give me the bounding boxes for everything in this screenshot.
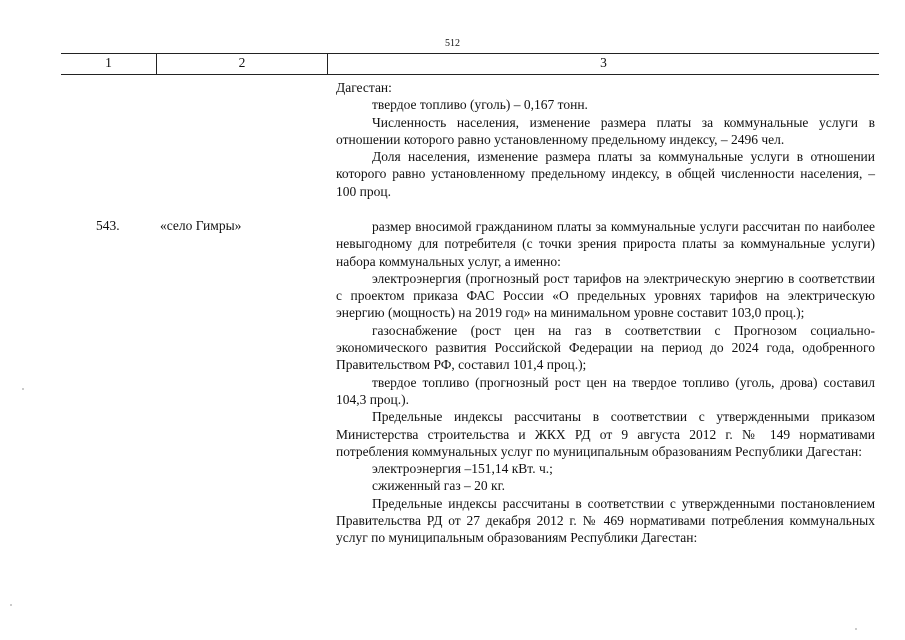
scan-speck	[855, 628, 857, 630]
paragraph: Доля населения, изменение размера платы за коммунальные услуги в отношении которого равно установленному предельному индексу, в общей численности населения, – 100 проц.	[336, 149, 875, 199]
table-header-top-border	[61, 53, 879, 54]
column-header-2: 2	[238, 55, 246, 70]
paragraph: твердое топливо (уголь) – 0,167 тонн.	[372, 97, 588, 113]
row-description	[336, 218, 875, 547]
column-header-1: 1	[105, 55, 112, 70]
page-number: 512	[445, 38, 460, 49]
column-header-3: 3	[600, 55, 607, 70]
paragraph: размер вносимой гражданином платы за коммунальные услуги рассчитан по наиболее невыгодному для потребителя (с точки зрения прироста платы за коммунальные услуги) набора коммунальных услуг, а именно:	[336, 219, 875, 269]
row-number: 543.	[96, 218, 120, 233]
scan-speck	[10, 604, 12, 606]
paragraph: электроэнергия –151,14 кВт. ч.;	[372, 461, 553, 477]
table-header-bottom-border	[61, 74, 879, 75]
paragraph: Предельные индексы рассчитаны в соответствии с утвержденными приказом Министерства строительства и ЖКХ РД от 9 августа 2012 г. № 149 нормативами потребления коммунальных услуг по муниципальным образованиям Республики Дагестан:	[336, 409, 875, 459]
paragraph: твердое топливо (прогнозный рост цен на твердое топливо (уголь, дрова) составил 104,3 проц.).	[336, 374, 875, 407]
paragraph: Предельные индексы рассчитаны в соответствии с утвержденными постановлением Правительства РД от 27 декабря 2012 г. № 469 нормативами потребления коммунальных услуг по муниципальным образованиям Республики Дагестан:	[336, 495, 875, 546]
row-name: «село Гимры»	[160, 218, 242, 233]
paragraph: сжиженный газ – 20 кг.	[372, 478, 505, 494]
scan-speck	[22, 388, 24, 390]
previous-row-text	[336, 79, 875, 200]
paragraph: Численность населения, изменение размера платы за коммунальные услуги в отношении которого равно установленному предельному индексу, – 2496 чел.	[336, 114, 875, 147]
paragraph: газоснабжение (рост цен на газ в соответствии с Прогнозом социально-экономического развития Российской Федерации на период до 2024 года, одобренного Правительством РФ, составил 101,4 проц.);	[336, 322, 875, 373]
paragraph: электроэнергия (прогнозный рост тарифов на электрическую энергию в соответствии с проектом приказа ФАС России «О предельных уровнях тарифов на электрическую энергию (мощность) на 2019 год» на минимальном уровне составит 103,0 проц.);	[336, 270, 875, 321]
paragraph: Дагестан:	[336, 80, 392, 95]
